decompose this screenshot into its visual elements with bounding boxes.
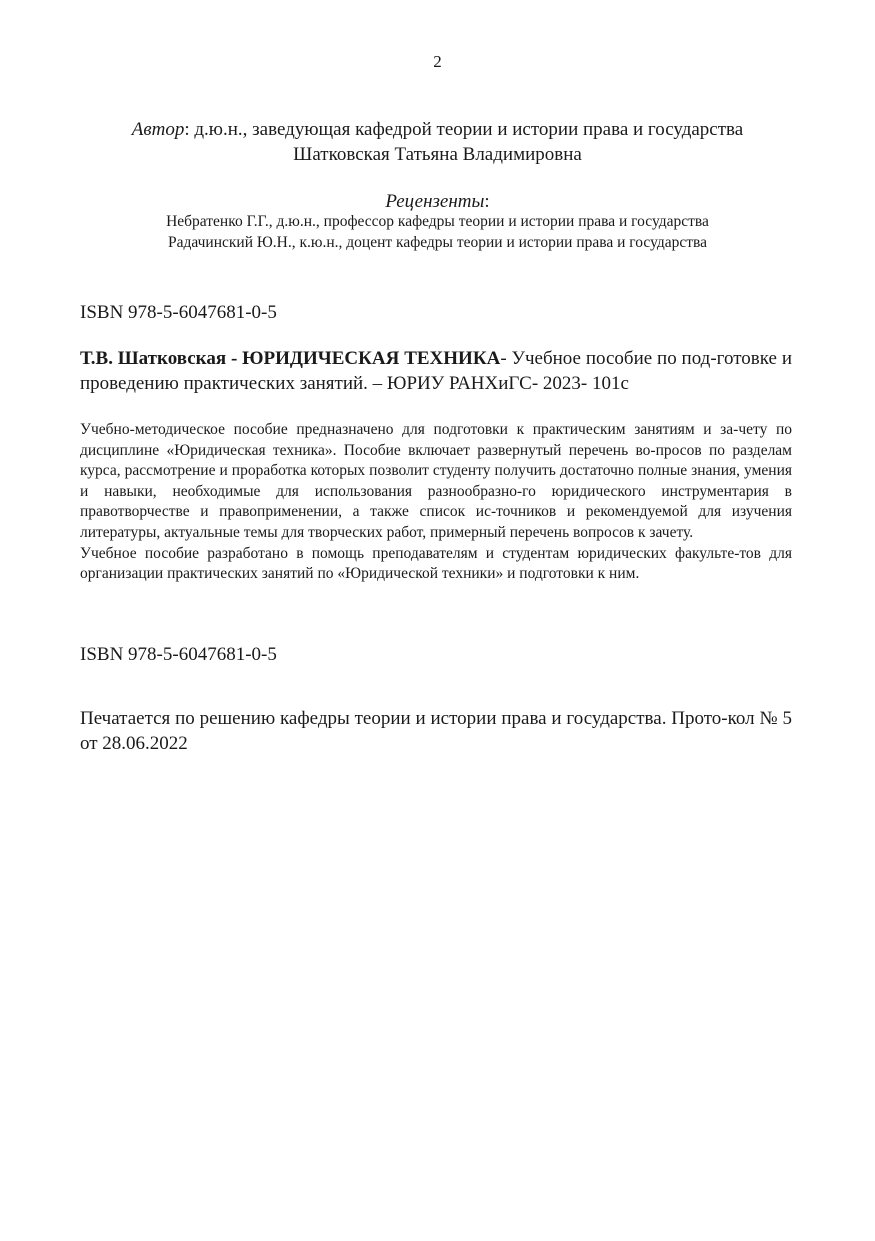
- abstract: [80, 420, 792, 585]
- author-block: [0, 117, 875, 167]
- bibliographic-citation: [80, 346, 792, 396]
- isbn-top: ISBN 978-5-6047681-0-5: [80, 302, 277, 323]
- abstract-paragraph: Учебно-методическое пособие предназначено для подготовки к практическим занятиям и за-чету по дисциплине «Юридическая техника». Пособие включает развернутый перечень во-просов по разделам курса, рассмотрение и проработка которых позволит студенту получить достаточно полные знания, умения и навыки, необходимые для использования разнообразно-го юридического инструментария в правотворчестве и правоприменении, а также список ис-точников и рекомендуемой для изучения литературы, актуальные темы для творческих работ, примерный перечень вопросов к зачету.: [80, 421, 792, 541]
- reviewer-item: Небратенко Г.Г., д.ю.н., профессор кафедры теории и истории права и государства: [166, 213, 709, 230]
- reviewers-colon: :: [484, 191, 490, 212]
- author-label: Автор: [131, 119, 185, 140]
- reviewers-list: [0, 211, 875, 253]
- reviewers-label: Рецензенты: [385, 191, 485, 212]
- reviewer-item: Радачинский Ю.Н., к.ю.н., доцент кафедры теории и истории права и государства: [167, 234, 708, 251]
- abstract-paragraph: Учебное пособие разработано в помощь преподавателям и студентам юридических факульте-тов для организации практических занятий по «Юридической техники» и подготовки к ним.: [80, 544, 792, 583]
- publication-decision: Печатается по решению кафедры теории и истории права и государства. Прото-кол № 5 от 28.06.2022: [80, 708, 792, 754]
- citation-details: - Учебное пособие по под-готовке и проведению практических занятий. – ЮРИУ РАНХиГС- 2023- 101с: [80, 348, 792, 394]
- isbn-bottom: ISBN 978-5-6047681-0-5: [80, 644, 277, 665]
- author-credentials: : д.ю.н., заведующая кафедрой теории и истории права и государства: [184, 119, 744, 140]
- author-name: Шатковская Татьяна Владимировна: [293, 144, 582, 165]
- citation-title: Т.В. Шатковская - ЮРИДИЧЕСКАЯ ТЕХНИКА: [80, 348, 501, 369]
- page-number: 2: [433, 52, 442, 71]
